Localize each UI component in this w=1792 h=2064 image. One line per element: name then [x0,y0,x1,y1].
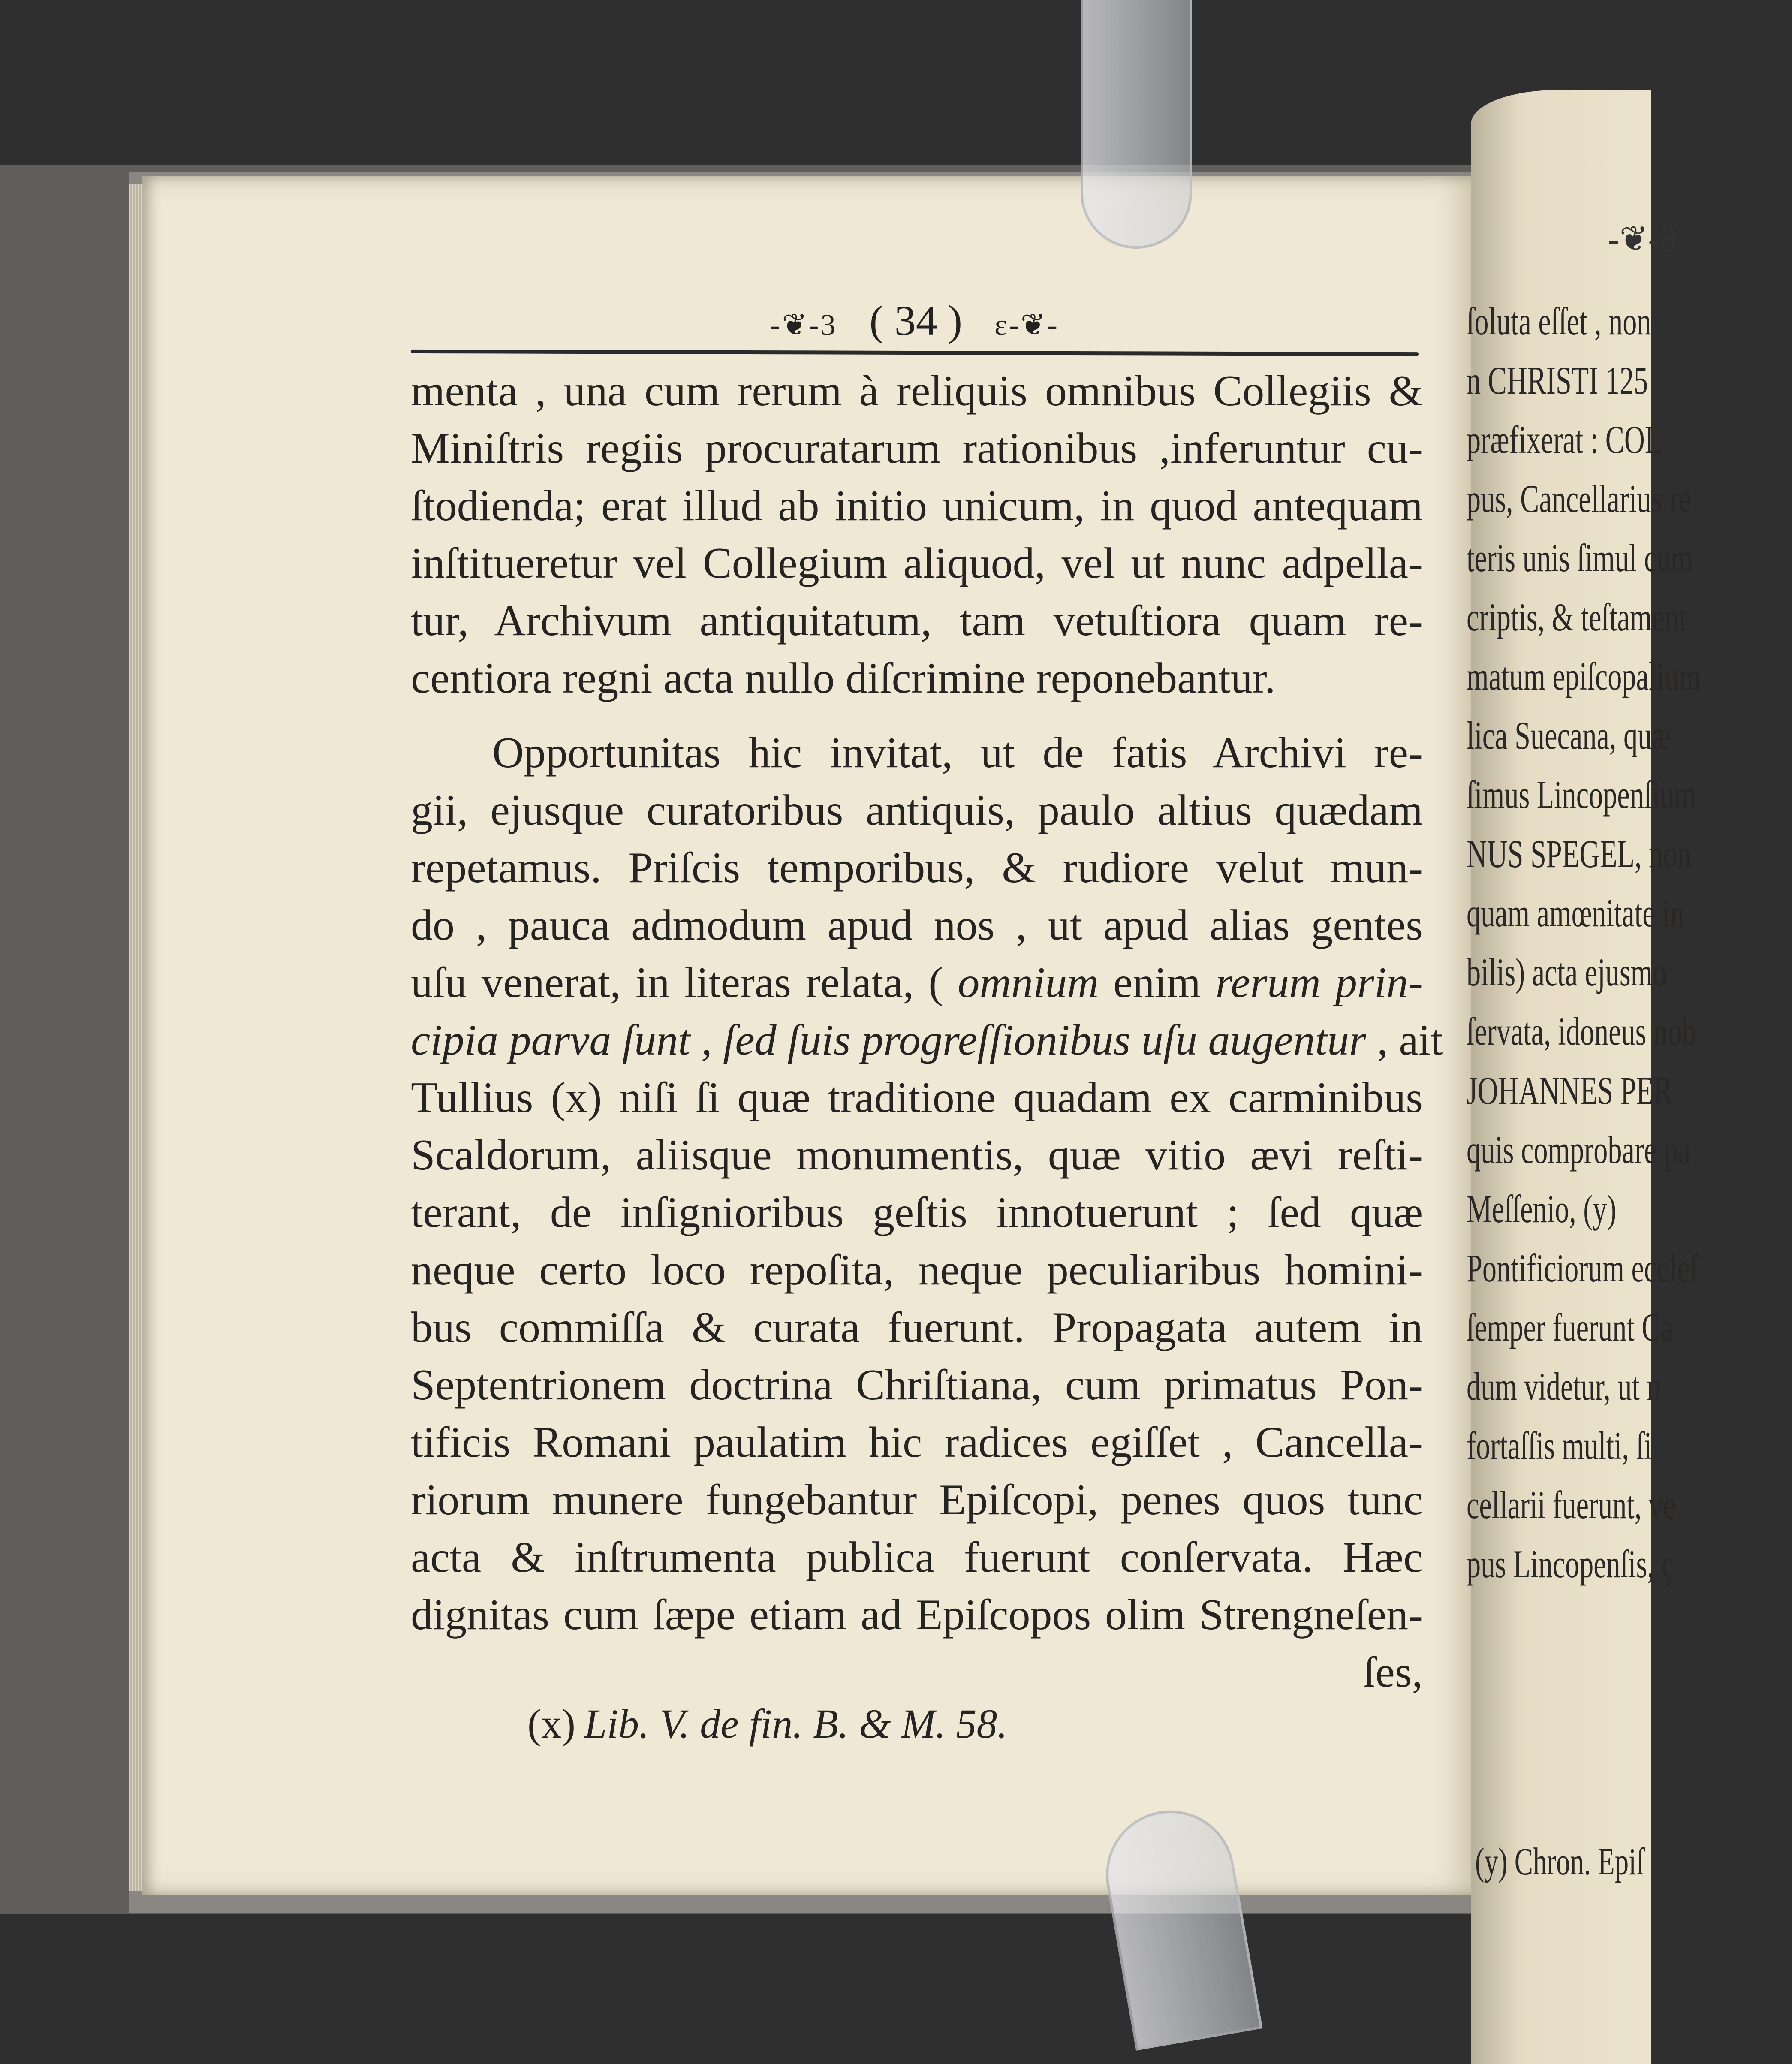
footnote [527,1698,1008,1750]
right-page-line: NUS SPEGEL, non [1467,832,1692,876]
text-line: riorum munere fungebantur Epiſcopi, penes quos tunc [411,1476,1423,1524]
catchword: ſes, [1363,1648,1423,1696]
right-page-line: ſervata, idoneus nob [1467,1009,1696,1053]
text-line: Septentrionem doctrina Chriſtiana, cum primatus Pon- [411,1361,1423,1409]
text-line: centiora regni acta nullo diſcrimine reponebantur. [411,654,1276,702]
right-page-text [1467,292,1792,1594]
right-page-line: bilis) acta ejusmo [1467,950,1667,994]
text-run: enim [1099,958,1216,1007]
text-line: gii, ejusque curatoribus antiquis, paulo altius quædam [411,786,1423,835]
italic-run: omnium [958,958,1099,1007]
text-line: ſtodienda; erat illud ab initio unicum, in quod antequam [411,482,1423,530]
right-page-line: n CHRISTI 125 [1467,359,1648,402]
text-line: tificis Romani paulatim hic radices egiſſet , Cancella- [411,1418,1423,1467]
running-header [411,296,1419,345]
right-page-line: ſimus Lincopenſium [1467,773,1696,817]
right-page-line: ſemper fuerunt Ca [1467,1305,1673,1349]
text-run: , ait [1366,1016,1443,1064]
text-line: Scaldorum, aliisque monumentis, quæ vitio ævi reſti- [411,1131,1423,1179]
text-line: repetamus. Priſcis temporibus, & rudiore velut mun- [411,844,1423,892]
right-page-line: dum videtur, ut n [1467,1365,1661,1408]
text-line: terant, de inſignioribus geſtis innotuerunt ; ſed quæ [411,1188,1423,1237]
text-line: Tullius (x) niſi ſi quæ traditione quadam ex carminibus [411,1073,1423,1122]
text-line: acta & inſtrumenta publica fuerunt conſervata. Hæc [411,1533,1423,1582]
right-page [1467,90,1701,2064]
right-page-line: ſoluta eſſet , non [1467,299,1651,343]
right-page-line: quam amœnitate in [1467,891,1684,935]
ornament-left: -❦-3 [770,309,837,342]
right-page-line: matum epiſcopalium [1467,654,1701,698]
text-line [411,1012,1443,1069]
right-page-line: JOHANNES PER [1467,1069,1673,1112]
body-text [411,362,1443,1701]
right-page-line: quis comprobare pa [1467,1128,1691,1172]
text-line: dignitas cum ſæpe etiam ad Epiſcopos olim Strengneſen- [411,1591,1423,1639]
right-page-header: -❦-3 [1608,220,1677,258]
right-page-line: pus, Cancellarius re [1467,477,1692,521]
text-line: bus commiſſa & curata fuerunt. Propagata autem in [411,1303,1423,1352]
right-page-footnote: (y) Chron. Epiſ [1475,1841,1644,1883]
right-page-line: præfixerat : COL [1467,418,1662,461]
text-line: menta , una cum rerum à reliquis omnibus Collegiis & [411,367,1423,415]
right-page-line: fortaſſis multi, ſi [1467,1424,1652,1467]
right-page-line: lica Suecana, quæ [1467,714,1671,757]
italic-run: cipia parva ſunt , ſed ſuis progreſſionibus uſu augentur [411,1016,1366,1064]
italic-run: rerum prin- [1215,958,1423,1007]
text-run: uſu venerat, in literas relata, ( [411,958,958,1007]
footnote-mark: (x) [527,1701,575,1747]
page-clip-top [1081,0,1192,249]
right-page-line: teris unis ſimul cum [1467,536,1693,580]
footnote-text: Lib. V. de fin. B. & M. 58. [584,1701,1008,1747]
text-line: tur, Archivum antiquitatum, tam vetuſtiora quam re- [411,597,1423,645]
text-line: Miniſtris regiis procuratarum rationibus ,inferuntur cu- [411,424,1423,473]
text-line: inſtitueretur vel Collegium aliquod, vel ut nunc adpella- [411,539,1423,588]
text-line [411,954,1423,1012]
text-line: neque certo loco repoſita, neque peculiaribus homini- [411,1246,1423,1294]
page-number: ( 34 ) [869,297,963,344]
right-page-line: criptis, & teſtament [1467,595,1687,639]
right-page-line: Meſſenio, (y) [1467,1187,1617,1231]
text-line: Opportunitas hic invitat, ut de fatis Archivi re- [492,729,1423,777]
right-page-line: Pontificiorum eccleſ [1467,1246,1698,1290]
text-line: do , pauca admodum apud nos , ut apud alias gentes [411,901,1423,949]
right-page-line: pus Lincopenſis, ç [1467,1542,1674,1586]
ornament-right: ɛ-❦- [994,309,1059,342]
right-page-line: cellarii fuerunt, ve [1467,1483,1676,1527]
